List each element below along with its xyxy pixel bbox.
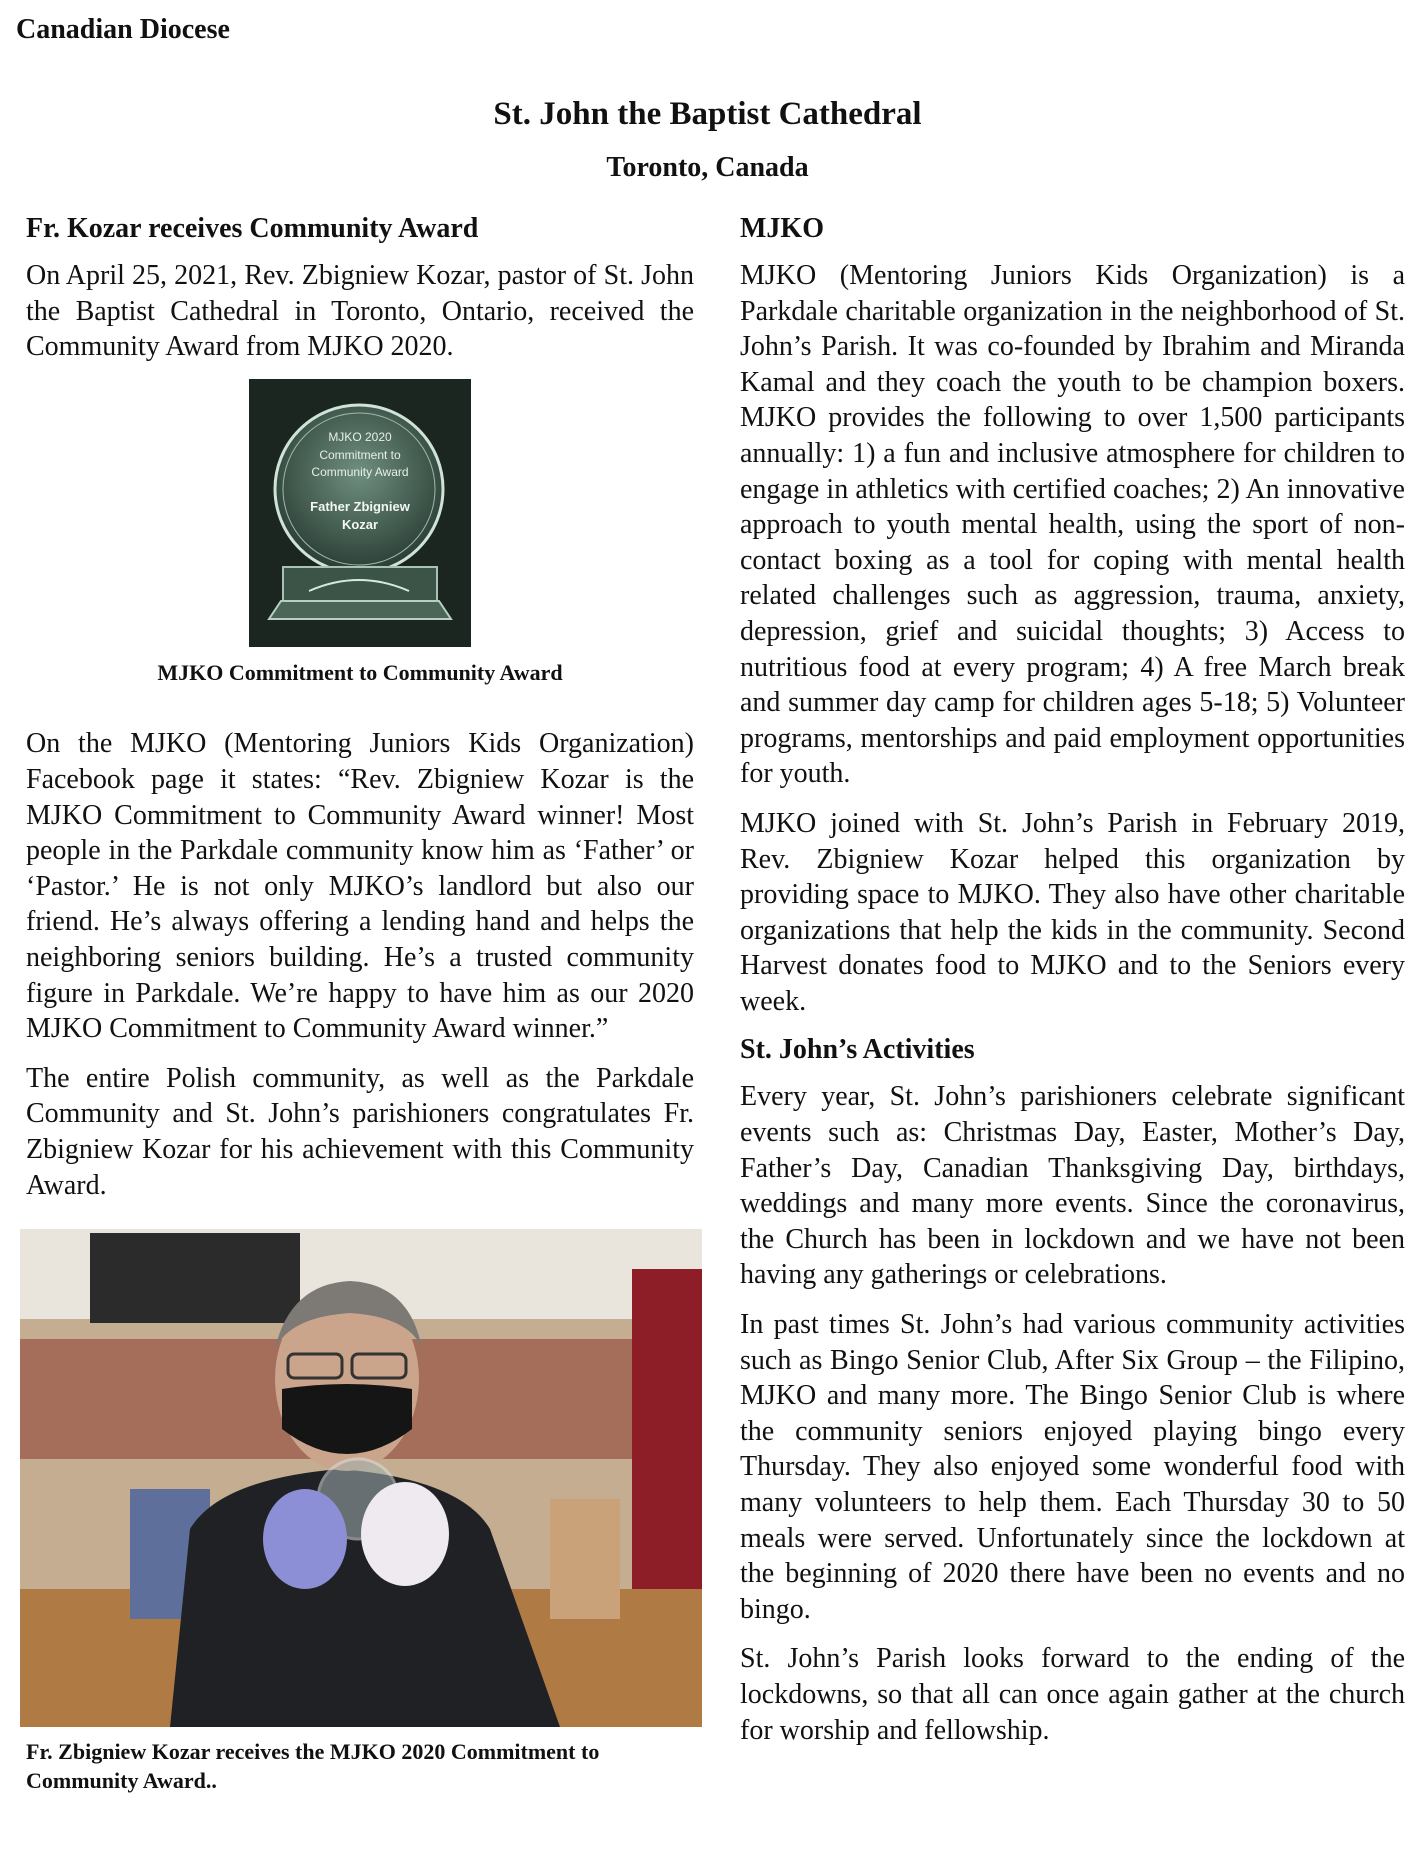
award-text-3: Community Award — [311, 464, 409, 479]
award-paragraph-3: The entire Polish community, as well as the Parkdale Community and St. John’s parishioners congratulates Fr. Zbigniew Kozar for his achievement with this Community Award. — [26, 1062, 694, 1201]
award-text-5: Kozar — [341, 516, 379, 532]
activities-heading: St. John’s Activities — [740, 1034, 975, 1066]
award-paragraph-2: On the MJKO (Mentoring Juniors Kids Organization) Facebook page it states: “Rev. Zbigniew Kozar is the MJKO Commitment to Community Award winner! Most people in the Parkdale community know him as ‘Father’ or ‘Pastor.’ He is not only MJKO’s landlord but also our friend. He’s always offering a lending hand and helps the neighboring seniors building. He’s a trusted community figure in Parkdale. We’re happy to have him as our 2020 MJKO Commitment to Community Award winner.” — [26, 728, 694, 1045]
right-column — [740, 212, 1405, 1762]
page-subtitle: Toronto, Canada — [606, 152, 809, 183]
award-text-1: MJKO 2020 — [328, 429, 392, 444]
activities-paragraph-3: St. John’s Parish looks forward to the ending of the lockdowns, so that all can once again gather at the church for worship and fellowship. — [740, 1643, 1405, 1746]
mjko-paragraph-2: MJKO joined with St. John’s Parish in February 2019, Rev. Zbigniew Kozar helped this organization by providing space to MJKO. They also have other charitable organizations that help the kids in the community. Second Harvest donates food to MJKO and to the Seniors every week. — [740, 807, 1405, 1017]
pastor-caption: Fr. Zbigniew Kozar receives the MJKO 2020 Commitment to Community Award.. — [26, 1739, 600, 1794]
award-paragraph-1: On April 25, 2021, Rev. Zbigniew Kozar, pastor of St. John the Baptist Cathedral in Toronto, Ontario, received the Community Award from MJKO 2020. — [26, 260, 694, 363]
award-heading: Fr. Kozar receives Community Award — [26, 213, 479, 244]
mjko-heading: MJKO — [740, 213, 824, 244]
pastor-holding-award-image — [20, 1229, 702, 1727]
award-text-4: Father Zbigniew — [310, 498, 410, 514]
diocese-label: Canadian Diocese — [16, 14, 230, 45]
award-caption: MJKO Commitment to Community Award — [157, 659, 563, 685]
activities-paragraph-2: In past times St. John’s had various community activities such as Bingo Senior Club, After Six Group – the Filipino, MJKO and many more. The Bingo Senior Club is where the community seniors enjoyed playing bingo every Thursday. They also enjoyed some wonderful food with many volunteers to help them. Each Thursday 30 to 50 meals were served. Unfortunately since the lockdown at the beginning of 2020 there have been no events and no bingo. — [740, 1309, 1405, 1625]
page-title: St. John the Baptist Cathedral — [493, 96, 922, 132]
award-photo — [249, 379, 471, 647]
left-column — [26, 212, 694, 1795]
glass-award-image — [249, 379, 471, 647]
mjko-paragraph-1: MJKO (Mentoring Juniors Kids Organization) is a Parkdale charitable organization in the neighborhood of St. John’s Parish. It was co-founded by Ibrahim and Miranda Kamal and they coach the youth to be champion boxers. MJKO provides the following to over 1,500 participants annually: 1) a fun and inclusive atmosphere for children to engage in athletics with certified coaches; 2) An innovative approach to youth mental health, using the sport of non-contact boxing as a tool for coping with mental health related challenges such as aggression, trauma, anxiety, depression, grief and suicidal thoughts; 3) Access to nutritious food at every program; 4) A free March break and summer day camp for children ages 5-18; 5) Volunteer programs, mentorships and paid employment opportunities for youth. — [740, 260, 1405, 790]
activities-paragraph-1: Every year, St. John’s parishioners celebrate significant events such as: Christmas Day, Easter, Mother’s Day, Father’s Day, Canadian Thanksgiving Day, birthdays, weddings and many more events. Since the coronavirus, the Church has been in lockdown and we have not been having any gatherings or celebrations. — [740, 1081, 1405, 1291]
pastor-photo — [20, 1229, 702, 1727]
award-text-2: Commitment to — [319, 447, 401, 462]
